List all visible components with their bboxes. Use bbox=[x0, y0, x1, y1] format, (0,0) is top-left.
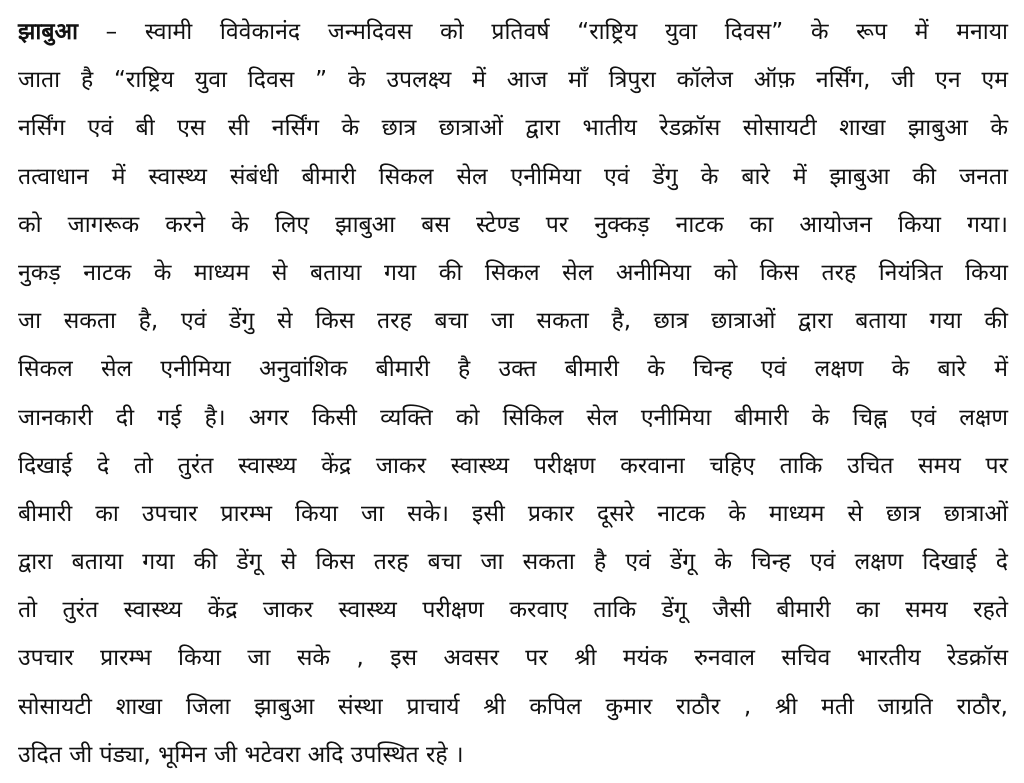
article-line-4: तत्वाधान में स्वास्थ्य संबंधी बीमारी सिकल सेल एनीमिया एवं डेंगु के बारे में झाबुआ की जनता bbox=[18, 163, 1008, 190]
article-line-14: उपचार प्रारम्भ किया जा सके , इस अवसर पर श्री मयंक रुनवाल सचिव भारतीय रेडक्रॉस bbox=[18, 645, 1008, 672]
article-line-15: सोसायटी शाखा जिला झाबुआ संस्था प्राचार्य श्री कपिल कुमार राठौर , श्री मती जाग्रति राठौर, bbox=[18, 693, 1008, 720]
article-line-8: सिकल सेल एनीमिया अनुवांशिक बीमारी है उक्त बीमारी के चिन्ह एवं लक्षण के बारे में bbox=[18, 356, 1008, 383]
dateline: झाबुआ bbox=[18, 19, 78, 45]
article-line-12: द्वारा बताया गया की डेंगू से किस तरह बचा जा सकता है एवं डेंगू के चिन्ह एवं लक्षण दिखाई दे bbox=[18, 549, 1008, 576]
article-line-13: तो तुरंत स्वास्थ्य केंद्र जाकर स्वास्थ्य परीक्षण करवाए ताकि डेंगू जैसी बीमारी का समय रहते bbox=[18, 597, 1008, 624]
article-line-11: बीमारी का उपचार प्रारम्भ किया जा सके। इसी प्रकार दूसरे नाटक के माध्यम से छात्र छात्राओं bbox=[18, 500, 1008, 527]
article-line-1 bbox=[18, 8, 1008, 56]
article-line-7: जा सकता है, एवं डेंगु से किस तरह बचा जा सकता है, छात्र छात्राओं द्वारा बताया गया की bbox=[18, 308, 1008, 335]
article-line-5: को जागरूक करने के लिए झाबुआ बस स्टेण्ड पर नुक्कड़ नाटक का आयोजन किया गया। bbox=[18, 211, 1008, 238]
news-article bbox=[18, 8, 1008, 779]
line-text: – स्वामी विवेकानंद जन्मदिवस को प्रतिवर्ष “राष्ट्रिय युवा दिवस” के रूप में मनाया bbox=[77, 19, 1008, 45]
article-line-6: नुकड़ नाटक के माध्यम से बताया गया की सिकल सेल अनीमिया को किस तरह नियंत्रित किया bbox=[18, 259, 1008, 286]
article-line-9: जानकारी दी गई है। अगर किसी व्यक्ति को सिकिल सेल एनीमिया बीमारी के चिह्न एवं लक्षण bbox=[18, 404, 1008, 431]
article-line-10: दिखाई दे तो तुरंत स्वास्थ्य केंद्र जाकर स्वास्थ्य परीक्षण करवाना चहिए ताकि उचित समय पर bbox=[18, 452, 1008, 479]
article-line-2: जाता है “राष्ट्रिय युवा दिवस ” के उपलक्ष्य में आज माँ त्रिपुरा कॉलेज ऑफ़ नर्सिंग, जी एन एम bbox=[18, 67, 1008, 94]
article-line-3: नर्सिंग एवं बी एस सी नर्सिंग के छात्र छात्राओं द्वारा भातीय रेडक्रॉस सोसायटी शाखा झाबुआ के bbox=[18, 115, 1008, 142]
article-line-16: उदित जी पंड्या, भूमिन जी भटेवरा अदि उपस्थित रहे । bbox=[18, 741, 464, 768]
